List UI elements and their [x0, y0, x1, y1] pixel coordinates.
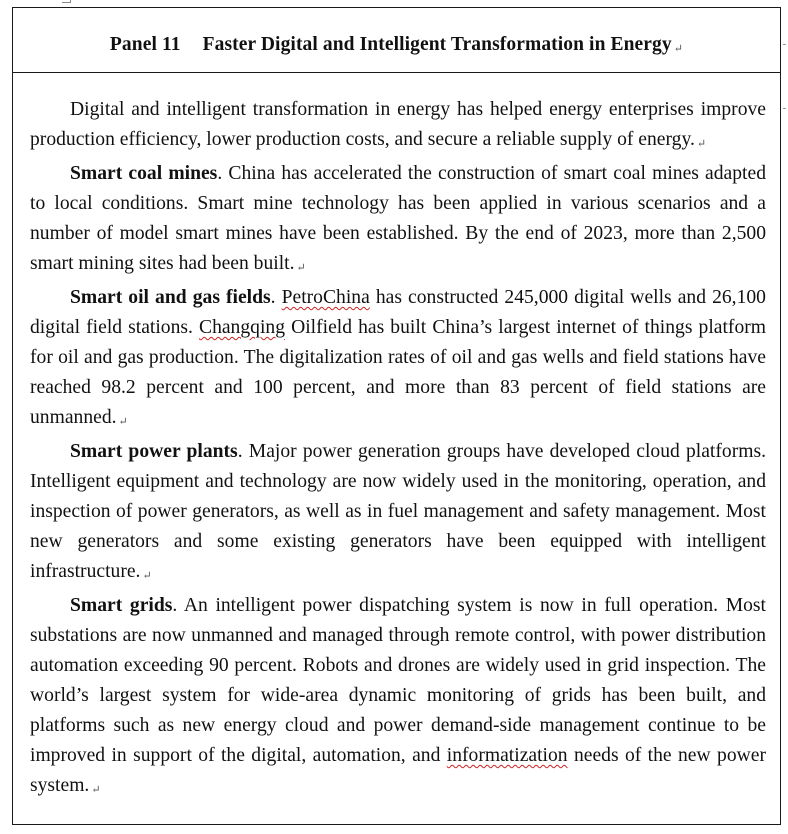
paragraph-text: Oilfield has built China’s largest internet of things platform for oil and gas production. The digitalization rates of oil and gas wells and field stations have reached 98.2 percent and 100 percent, and more than 83 percent of field stations are unmanned.	[30, 317, 767, 428]
paragraph-text: .	[270, 287, 282, 308]
paragraph-mark-icon: ↵	[118, 416, 128, 428]
paragraph-mark-icon: ↵	[91, 784, 101, 796]
paragraph-mark-icon: ↵	[673, 43, 684, 55]
paragraph-heading: Smart grids	[70, 595, 173, 616]
paragraph-heading: Smart coal mines	[70, 163, 218, 184]
paragraph-text: . An intelligent power dispatching system is now in full operation. Most substations are now unmanned and managed through remote control, with power distribution automation exceeding 90 percent. Robots and drones are widely used in grid inspection. The world’s largest system for wide-area dynamic monitoring of grids has been built, and platforms such as new energy cloud and power demand-side management continue to be improved in support of the digital, automation, and	[30, 595, 766, 766]
paragraph-text: Digital and intelligent transformation in energy has helped energy enterprises improve production efficiency, lower production costs, and secure a reliable supply of energy.	[30, 99, 766, 150]
page-corner-mark	[62, 0, 71, 3]
body-paragraph	[30, 437, 766, 591]
body-paragraph	[30, 95, 766, 159]
paragraph-text: . Major power generation groups have developed cloud platforms. Intelligent equipment and technology are now widely used in the monitoring, operation, and inspection of power generators, as well as in fuel management and safety management. Most new generators and some existing generators have been equipped with intelligent infrastructure.	[30, 441, 766, 582]
spellcheck-flagged-word: PetroChina	[281, 287, 370, 308]
panel-header	[13, 8, 780, 73]
margin-marker	[783, 108, 786, 109]
paragraph-text: needs of the new power system.	[30, 745, 766, 796]
paragraph-heading: Smart oil and gas fields	[70, 287, 271, 308]
body-paragraph	[30, 591, 766, 805]
spellcheck-flagged-word: informatization	[446, 745, 568, 766]
body-paragraph	[30, 283, 766, 437]
margin-marker	[783, 44, 786, 45]
panel-body	[13, 73, 780, 805]
spellcheck-flagged-word: Changqing	[199, 317, 285, 338]
paragraph-text: has constructed 245,000 digital wells and 26,100 digital field stations.	[30, 287, 766, 338]
paragraph-mark-icon: ↵	[696, 138, 707, 150]
body-paragraph	[30, 159, 766, 283]
paragraph-heading: Smart power plants	[70, 441, 238, 462]
panel-title	[110, 34, 683, 56]
paragraph-mark-icon: ↵	[142, 570, 152, 582]
paragraph-text: . China has accelerated the construction of smart coal mines adapted to local conditions. Smart mine technology has been applied in various scenarios and a number of model smart mines have been established. By the end of 2023, more than 2,500 smart mining sites had been built.	[30, 163, 766, 274]
panel-title-text: Faster Digital and Intelligent Transformation in Energy	[202, 34, 672, 55]
panel-box	[12, 7, 781, 825]
panel-label: Panel 11	[109, 34, 181, 55]
paragraph-mark-icon: ↵	[296, 262, 306, 274]
